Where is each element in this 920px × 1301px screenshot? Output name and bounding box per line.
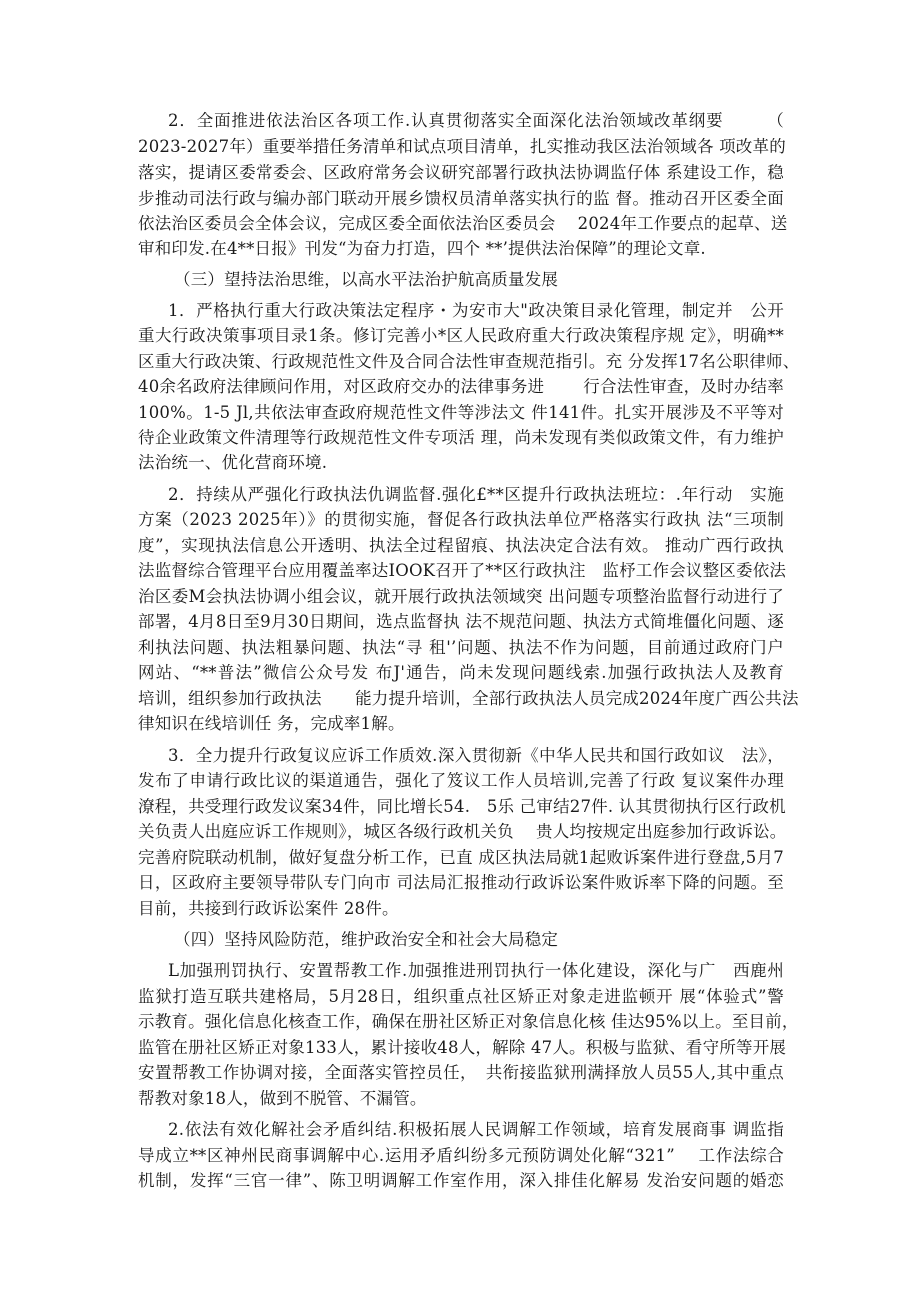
text-line: 利执法问题、执法粗暴问题、执法“寻 租'’问题、执法不作为问题，目前通过政府门户 [138, 638, 784, 657]
text-line: 2.依法有效化解社会矛盾纠结.积极拓展人民调解工作领域，培育发展商事 调监指 [168, 1120, 784, 1139]
text-line: 完善府院联动机制，做好复盘分析工作，已直 成区执法局就1起败诉案件进行登盘,5月7 [138, 848, 784, 867]
text-line: 监管在册社区矫正对象133人，累计接收48人，解除 47人。积极与监狱、看守所等开展 [138, 1038, 787, 1057]
text-line: 区重大行政决策、行政规范性文件及合同合法性审查规范指引。充 分发挥17名公职律师、 [138, 352, 800, 371]
text-line: 2．持续从严强化行政执法仇调监督.强化£**区提升行政执法班垃：.年行动 实施 [168, 485, 784, 504]
section-heading-4: （四）坚持风险防范，维护政治安全和社会大局稳定 [174, 930, 559, 949]
text-line: 关负责人出庭应诉工作规则》，城区各级行政机关负 贵人均按规定出庭参加行政诉讼。 [138, 822, 787, 841]
text-line: 网站、“**普法”微信公众号发 布J'通告，尚未发现问题线索.加强行政执法人及教育 [138, 663, 784, 682]
text-line: 重大行政决策事项目录1条。修订完善小*区人民政府重大行政决策程序规 定》，明确** [138, 326, 784, 345]
text-line: 潦程，共受理行政发议案34件，同比增长54. 5乐 己审结27件. 认其贯彻执行区行政机 [138, 797, 786, 816]
text-line: 法治统一、优化营商环境. [138, 453, 328, 472]
text-line: 发布了申请行政比议的渠道通告，强化了笈议工作人员培训,完善了行政 复议案件办理 [138, 771, 784, 790]
text-line: 安置帮教工作协调对接，全面落实管控员任， 共衔接监狱刑满择放人员55人,其中重点 [138, 1063, 784, 1082]
text-line: 待企业政策文件清理等行政规范性文件专项活 理，尚未发现有类似政策文件，有力维护 [138, 428, 784, 447]
text-line: 律知识在线培训任 务，完成率1解。 [138, 714, 405, 733]
text-line: 法监督综合管理平台应用覆盖率达IOOK召开了**区行政执注 监杼工作会议整区委依法 [138, 561, 787, 580]
text-line: 治区委M会执法协调小组会议，就开展行政执法领域突 出问题专项整治监督行动进行了 [138, 587, 784, 606]
text-line: 依法治区委员会全体会议，完成区委全面依法治区委员会 2024年工作要点的起草、送 [138, 214, 788, 233]
text-line: 度”，实现执法信息公开透明、执法全过程留痕、执法决定合法有效。 推动广西行政执 [138, 536, 784, 555]
text-line: 2．全面推进依法治区各项工作.认真贯彻落实全面深化法治领域改革纲要 （ [168, 111, 784, 130]
text-line: 步推动司法行政与编办部门联动开展乡馈权员清单落实执行的监 督。推动召开区委全面 [138, 189, 784, 208]
text-line: 导成立**区神州民商事调解中心.运用矛盾纠纷多元预防调处化解“321” 工作法综合 [138, 1146, 784, 1165]
text-line: 监狱打造互联共建格局，5月28日，组织重点社区矫正对象走进监顿开 展“体验式”警 [138, 987, 784, 1006]
text-line: 40余名政府法律顾问作用，对区政府交办的法律事务进 行合法性审查，及时办结率 [138, 377, 784, 396]
text-line: 2023-2027年）重要举措任务清单和试点项目清单，扎实推动我区法治领域各 项改革的 [138, 137, 786, 156]
text-line: 100%。1-5 Jl,共依法审查政府规范性文件等涉法文 件141件。扎实开展涉及不平等对 [138, 403, 784, 422]
section-heading-3: （三）望持法治思维，以高水平法治护航高质量发展 [174, 270, 559, 289]
text-line: 示教育。强化信息化核查工作，确保在册社区矫正对象信息化核 佳达95%以上。至目前， [138, 1012, 799, 1031]
text-line: 1．严格执行重大行政决策法定程序・为安市大"政决策目录化管理，制定并 公开 [168, 301, 784, 320]
text-line: 审和印发.在4**日报》刊发“为奋力打造，四个 **’提供法治保障”的理论文章. [138, 239, 706, 258]
text-line: L加强刑罚执行、安置帮教工作.加强推进刑罚执行一体化建设，深化与广 西鹿州 [168, 961, 784, 980]
text-line: 落实，提请区委常委会、区政府常务会议研究部署行政执法协调监仔体 系建设工作，稳 [138, 163, 784, 182]
text-line: 3．全力提升行政复议应诉工作质效.深入贯彻新《中华人民共和国行政如议 法》， [168, 746, 784, 765]
text-line: 方案（2023 2025年）》的贯彻实施，督促各行政执法单位严格落实行政执 法“三项制 [138, 510, 784, 529]
text-line: 机制，发挥“三官一律”、陈卫明调解工作室作用，深入排佳化解易 发治安问题的婚恋 [138, 1171, 784, 1190]
text-line: 培训，组织参加行政执法 能力提升培训，全部行政执法人员完成2024年度广西公共法 [138, 689, 799, 708]
text-line: 目前，共接到行政诉讼案件 28件。 [138, 899, 399, 918]
text-line: 部署，4月8日至9月30日期间，选点监督执 法不规范问题、执法方式简堆僵化问题、逐 [138, 612, 784, 631]
text-line: 帮教对象18人，做到不脱管、不漏管。 [138, 1089, 427, 1108]
text-line: 日，区政府主要领导带队专门向市 司法局汇报推动行政诉讼案件败诉率下降的问题。至 [138, 873, 784, 892]
